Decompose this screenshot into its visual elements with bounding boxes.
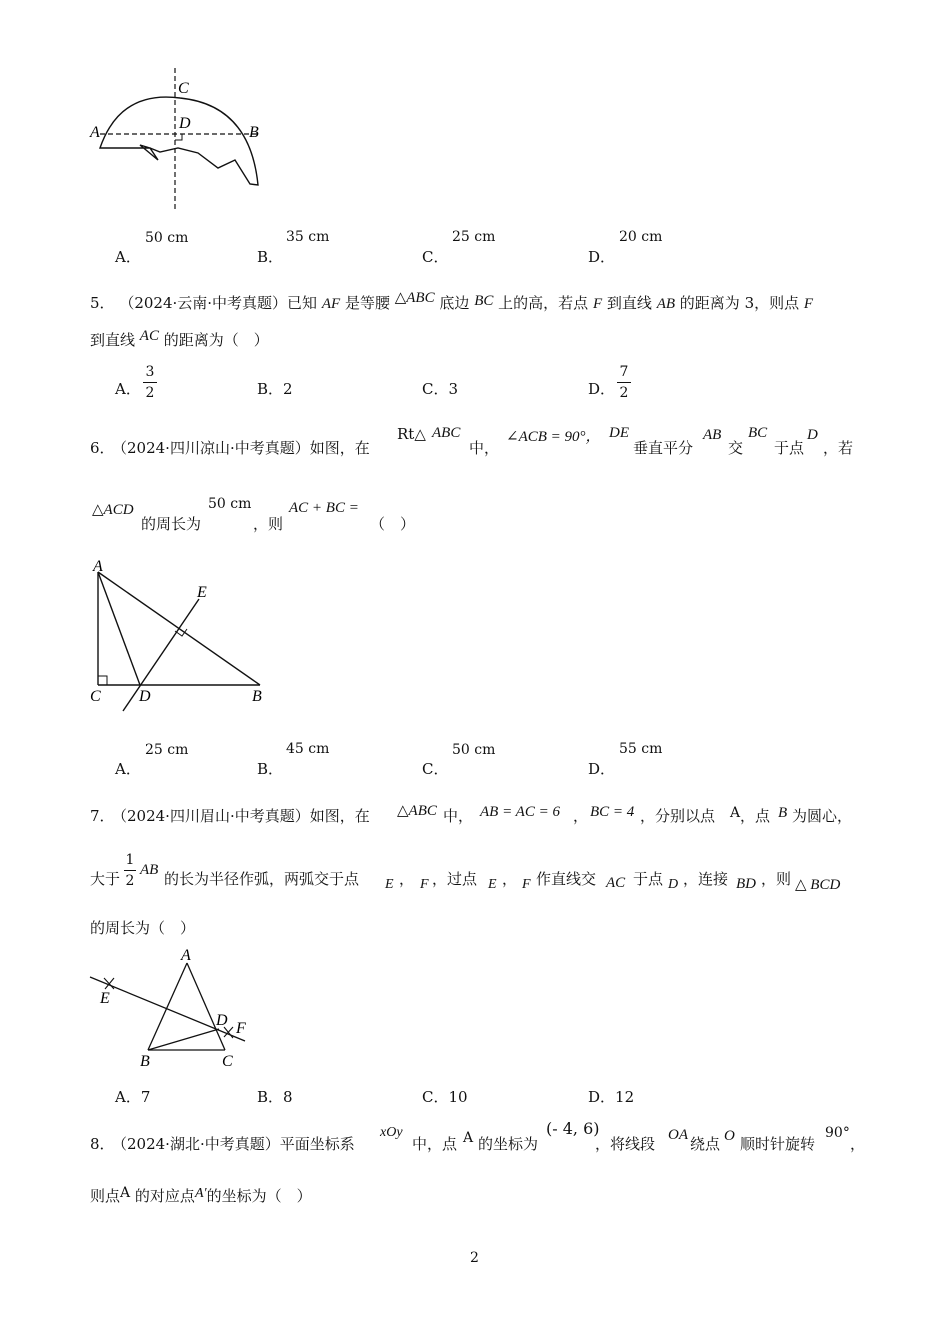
label-F: F: [236, 1020, 246, 1037]
text: 垂直平分: [633, 439, 694, 457]
q5-number: 5．: [90, 294, 115, 312]
option-value: 55 cm: [619, 741, 663, 757]
math-bd: BD: [736, 876, 756, 892]
q6-number: 6．: [90, 439, 115, 457]
math-ac: AC: [139, 328, 159, 344]
text: 的长为半径作弧，两弧交于点: [164, 870, 360, 888]
math-b: B: [778, 805, 788, 821]
text: ，则: [253, 515, 284, 533]
option-value: 35 cm: [286, 229, 330, 245]
option-letter: D．: [588, 248, 616, 266]
option-value: 50 cm: [145, 230, 189, 246]
text: 中，: [469, 439, 500, 457]
text: ，: [399, 870, 415, 888]
q5-option-c[interactable]: [422, 378, 458, 399]
q5-option-a[interactable]: [115, 378, 141, 399]
math-xoy: xOy: [380, 1125, 403, 1140]
numerator: 7: [619, 364, 629, 380]
q8-line1: [90, 1119, 870, 1163]
math-coordinate: (- 4, 6): [546, 1119, 600, 1138]
option-letter: B．: [257, 1088, 284, 1106]
math-f: F: [592, 296, 603, 312]
label-D: D: [216, 1012, 228, 1029]
option-value: 2: [283, 380, 293, 398]
label-B: B: [249, 124, 259, 141]
math-50cm: 50 cm: [208, 496, 252, 512]
text: 大于: [90, 870, 121, 888]
text: 到直线: [606, 294, 652, 312]
math-bc-4: BC = 4: [590, 804, 635, 820]
math-e: E: [385, 877, 394, 892]
label-A: A: [90, 124, 100, 141]
math-oa: OA: [668, 1127, 688, 1143]
math-ac: AC: [606, 875, 626, 891]
q6-line2: [90, 496, 490, 540]
q5-line2: [90, 329, 269, 350]
text: 上的高，若点: [498, 294, 589, 312]
q7-number: 7．: [90, 807, 115, 825]
option-letter: A．: [115, 760, 141, 778]
option-letter: B．: [257, 248, 284, 266]
option-letter: C．: [422, 1088, 449, 1106]
text: ，过点: [432, 870, 478, 888]
math-triangle-abc: △ABC: [394, 290, 435, 306]
text: ，分别以点: [640, 807, 716, 825]
text: 于点: [774, 439, 805, 457]
denominator: 2: [145, 385, 155, 401]
math-af: AF: [321, 296, 341, 312]
text: ，: [850, 1135, 866, 1153]
text: ，: [502, 870, 518, 888]
option-value: 50 cm: [452, 742, 496, 758]
q7-option-c[interactable]: [422, 1086, 468, 1107]
q7-option-a[interactable]: [115, 1086, 150, 1107]
arc-shape: [100, 97, 258, 185]
text: 底边: [439, 294, 470, 312]
option-letter: C．: [422, 248, 449, 266]
line-ef: [90, 977, 245, 1041]
text: 是等腰: [344, 294, 390, 312]
option-letter: C．: [422, 380, 449, 398]
q8-source: （2024·湖北·中考真题）平面坐标系: [112, 1135, 355, 1153]
q5-line1: [90, 292, 813, 313]
math-o: O: [724, 1128, 735, 1144]
math-angle: ∠ACB = 90°，: [506, 429, 601, 445]
denominator: 2: [619, 385, 629, 401]
label-E: E: [100, 990, 110, 1007]
math-triangle-acd: △ACD: [92, 502, 134, 518]
text: 顺时针旋转: [740, 1135, 816, 1153]
math-f: F: [420, 877, 429, 892]
math-ab: AB: [703, 427, 722, 443]
label-E: E: [197, 584, 207, 601]
option-letter: A．: [115, 1088, 141, 1106]
text: 的周长为（ ）: [90, 919, 196, 937]
math-triangle-bcd: △ BCD: [795, 877, 841, 893]
option-letter: C．: [422, 760, 449, 778]
q5-option-b[interactable]: [257, 378, 293, 399]
math-d: D: [668, 877, 679, 892]
answer-paren: （ ）: [370, 515, 416, 533]
text: 则点: [90, 1187, 121, 1205]
text: ，连接: [683, 870, 729, 888]
text: 的坐标为: [478, 1135, 539, 1153]
q4-figure: [80, 60, 280, 220]
page-number: 2: [470, 1250, 479, 1266]
option-letter: B．: [257, 380, 284, 398]
text: 绕点: [690, 1135, 721, 1153]
q7-line3: [90, 917, 195, 938]
q7-option-b[interactable]: [257, 1086, 293, 1107]
math-rt: Rt△: [397, 425, 426, 443]
option-value: 7: [140, 1088, 151, 1106]
option-value: 25 cm: [452, 229, 496, 245]
option-letter: D．: [588, 380, 616, 398]
math-ab: AB: [140, 862, 159, 878]
math-abc: ABC: [432, 425, 461, 441]
math-de: DE: [609, 425, 629, 441]
segment-ad: [98, 572, 140, 685]
text: 中，点: [412, 1135, 458, 1153]
math-a: A: [120, 1185, 131, 1201]
math-bc: BC: [748, 425, 768, 441]
label-B: B: [252, 688, 262, 705]
math-a-prime: A′: [194, 1186, 207, 1201]
segment-bd: [148, 1029, 219, 1050]
q5-option-a-fraction: [143, 364, 157, 401]
option-value: 8: [283, 1088, 293, 1106]
option-letter: D．: [588, 1088, 616, 1106]
option-letter: A．: [115, 248, 141, 266]
text: 的坐标为（ ）: [206, 1187, 312, 1205]
text: ，点: [740, 807, 771, 825]
label-C: C: [178, 80, 189, 97]
text: 的距离为 3，则点: [679, 294, 800, 312]
option-value: 12: [615, 1088, 635, 1106]
math-ac-plus-bc: AC + BC =: [289, 500, 359, 516]
text: 的周长为: [141, 515, 202, 533]
option-value: 20 cm: [619, 229, 663, 245]
label-D: D: [179, 115, 191, 132]
option-value: 45 cm: [286, 741, 330, 757]
text: ，若: [823, 439, 854, 457]
text: 到直线: [90, 331, 136, 349]
q6-source: （2024·四川凉山·中考真题）如图，在: [112, 439, 370, 457]
option-letter: B．: [257, 760, 284, 778]
label-B: B: [140, 1053, 150, 1070]
math-90-degrees: 90°: [825, 1125, 850, 1141]
math-a: A: [730, 805, 741, 821]
q7-line2: [90, 852, 870, 900]
text: 交: [728, 439, 744, 457]
text: ，: [573, 807, 589, 825]
q6-line1: [90, 425, 860, 477]
text: 的对应点: [134, 1187, 195, 1205]
math-triangle-abc: △ABC: [397, 803, 437, 819]
q5-option-d-fraction: [617, 364, 631, 401]
right-angle-mark: [175, 134, 182, 140]
text: 作直线交: [536, 870, 597, 888]
q8-line2: [90, 1185, 312, 1206]
label-A: A: [181, 947, 191, 964]
math-e: E: [488, 877, 497, 892]
q6-figure: [85, 555, 275, 715]
text: ，则: [761, 870, 792, 888]
text: 的距离为（ ）: [163, 331, 269, 349]
label-D: D: [139, 688, 151, 705]
math-f: F: [803, 296, 814, 312]
option-letter: A．: [115, 380, 141, 398]
math-f: F: [522, 877, 531, 892]
label-C: C: [222, 1053, 233, 1070]
fraction-one-half: [124, 852, 136, 889]
option-letter: D．: [588, 760, 616, 778]
math-ab: AB: [656, 296, 676, 312]
q5-option-d[interactable]: [588, 378, 615, 399]
math-a: A: [463, 1130, 474, 1146]
option-value: 3: [448, 380, 459, 398]
option-value: 25 cm: [145, 742, 189, 758]
q5-source: （2024·云南·中考真题）已知: [119, 294, 318, 312]
option-value: 10: [448, 1088, 468, 1106]
q8-number: 8．: [90, 1135, 115, 1153]
q7-source: （2024·四川眉山·中考真题）如图，在: [112, 807, 370, 825]
math-d: D: [807, 427, 818, 443]
q7-figure: [85, 945, 255, 1075]
numerator: 3: [145, 364, 155, 380]
denominator: 2: [125, 873, 135, 889]
segment-ab: [148, 963, 187, 1050]
q7-option-d[interactable]: [588, 1086, 634, 1107]
label-A: A: [93, 558, 103, 575]
text: ，将线段: [595, 1135, 656, 1153]
text: 为圆心，: [792, 807, 853, 825]
text: 中，: [443, 807, 474, 825]
math-ab-ac-6: AB = AC = 6: [480, 804, 560, 820]
numerator: 1: [125, 852, 135, 868]
label-C: C: [90, 688, 101, 705]
text: 于点: [633, 870, 664, 888]
q7-line1: [90, 805, 870, 835]
math-bc: BC: [474, 293, 494, 309]
right-angle-c: [98, 676, 107, 685]
